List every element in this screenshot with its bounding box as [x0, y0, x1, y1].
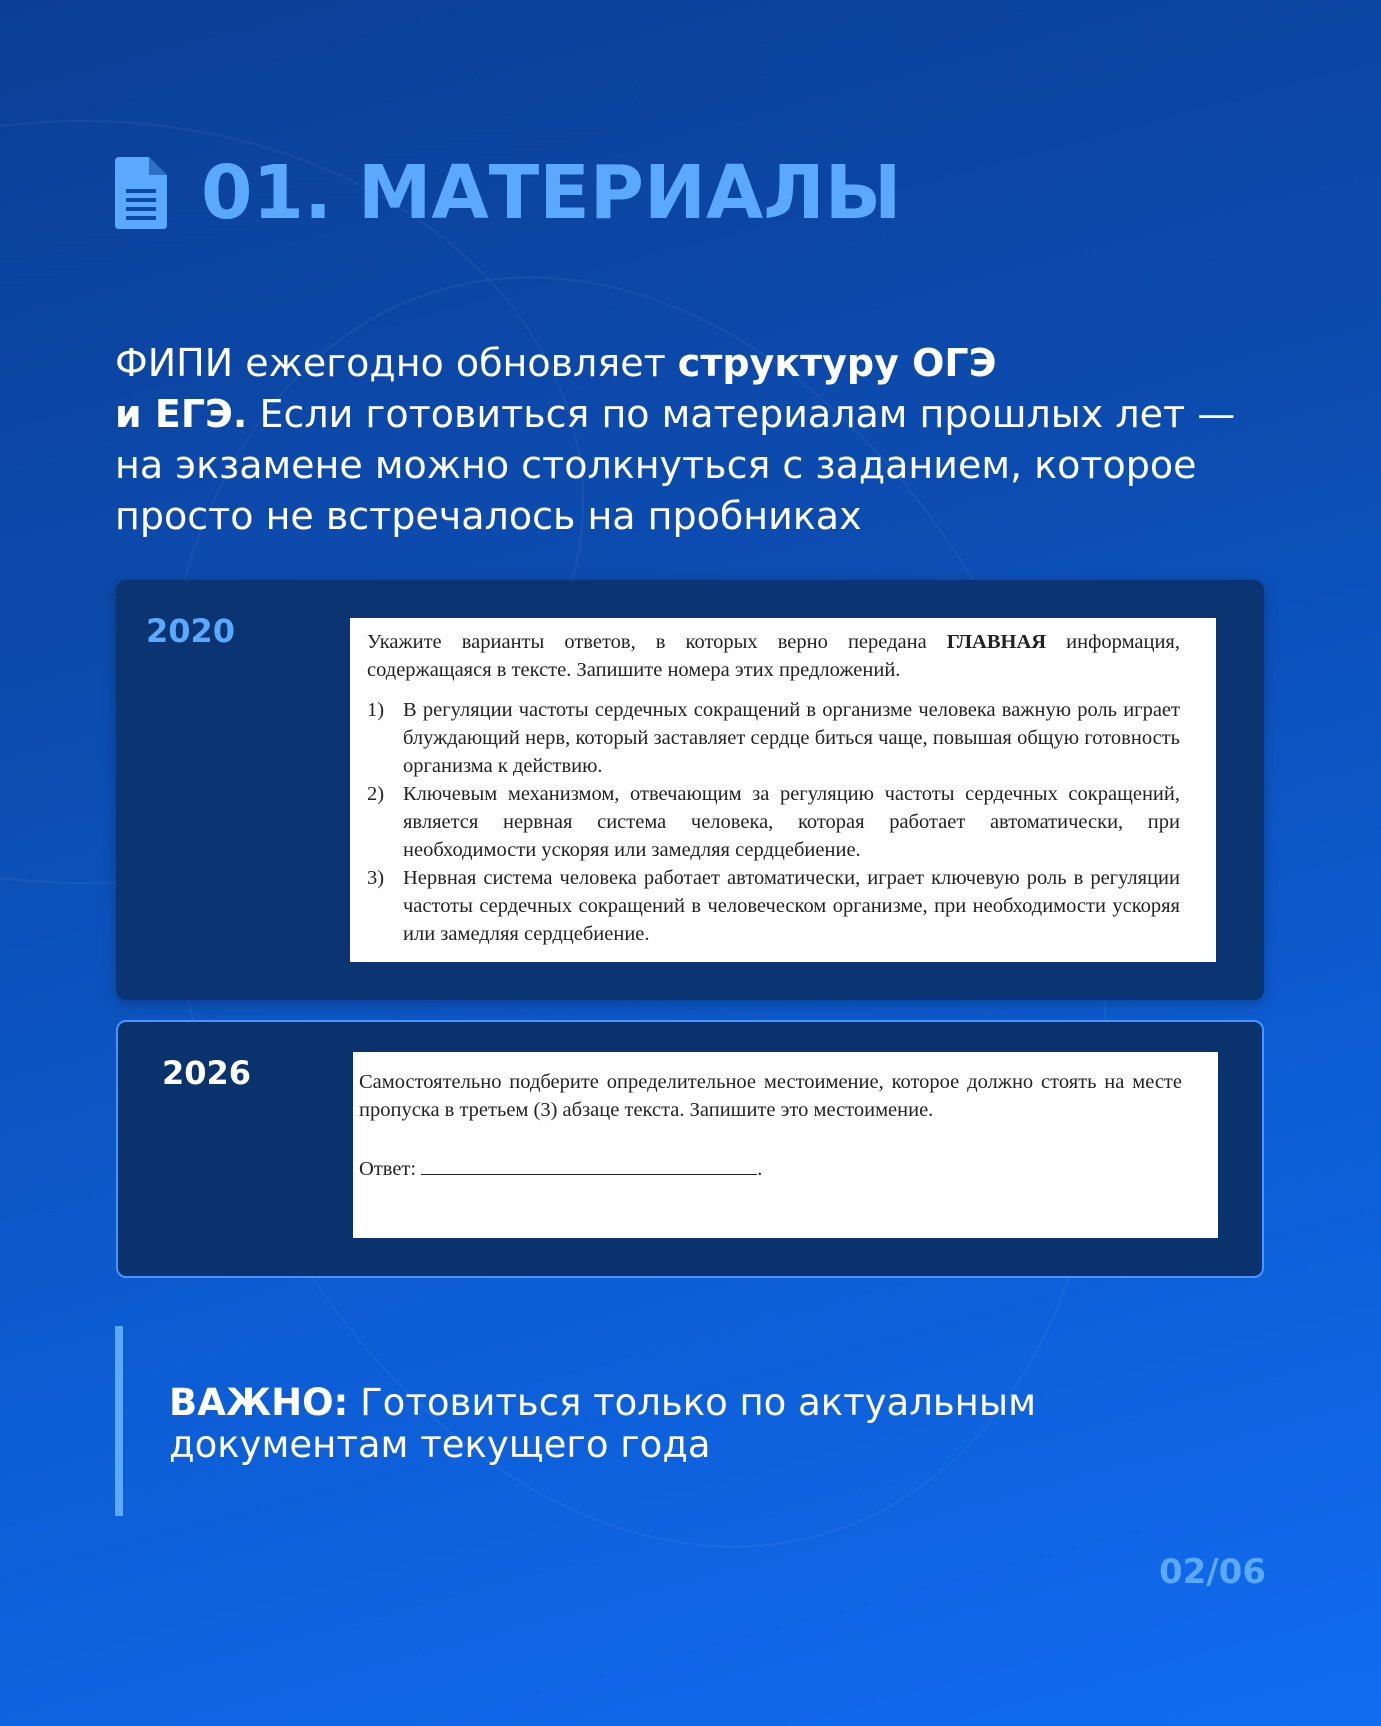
task-lead — [367, 628, 1180, 684]
answer-blank — [421, 1154, 757, 1175]
option-text: Ключевым механизмом, отвечающим за регуляцию частоты сердечных сокращений, является нервная система человека, которая работает автоматически, при необходимости ускоряя или замедляя сердцебиение. — [403, 783, 1180, 861]
answer-label: Ответ: — [359, 1158, 417, 1180]
year-label: 2026 — [162, 1054, 252, 1092]
important-note — [115, 1326, 1115, 1516]
task-lead-text: Укажите варианты ответов, в которых верно передана — [367, 631, 947, 653]
intro-emphasis: структуру ОГЭ — [677, 341, 997, 385]
example-card-2026 — [116, 1020, 1264, 1278]
answer-option — [367, 780, 1180, 864]
option-text: В регуляции частоты сердечных сокращений в организме человека важную роль играет блуждающий нерв, который заставляет сердце биться чаще, повышая общую готовность организма к действию. — [403, 699, 1180, 777]
answer-option — [367, 864, 1180, 948]
option-number: 1) — [367, 699, 385, 721]
note-label: ВАЖНО: — [169, 1381, 349, 1424]
page-header — [115, 150, 901, 236]
page-title: 01. МАТЕРИАЛЫ — [201, 150, 902, 236]
answer-end: . — [757, 1158, 763, 1180]
note-body: Готовиться только по актуальным документам текущего года — [169, 1381, 1036, 1466]
document-icon — [115, 157, 167, 229]
intro-paragraph — [115, 338, 1295, 542]
option-number: 3) — [367, 867, 385, 889]
intro-text: ФИПИ ежегодно обновляет — [115, 341, 678, 385]
task-scan — [350, 618, 1216, 962]
intro-emphasis: и ЕГЭ. — [115, 392, 248, 436]
task-lead-text: информация, содержащаяся в тексте. Запишите номера этих предложений. — [367, 631, 1180, 681]
task-text: Самостоятельно подберите определительное местоимение, которое должно стоять на месте пропуска в третьем (3) абзаце текста. Запишите это местоимение. — [359, 1071, 1182, 1121]
intro-text: Если готовиться по материалам прошлых лет — на экзамене можно столкнуться с заданием, которое просто не встречалось на пробниках — [115, 392, 1236, 538]
example-card-2020 — [116, 580, 1264, 1000]
task-lead-bold: ГЛАВНАЯ — [946, 631, 1047, 653]
answer-line — [359, 1154, 1182, 1183]
option-text: Нервная система человека работает автоматически, играет ключевую роль в регуляции частоты сердечных сокращений в человеческом организме, при необходимости ускоряя или замедляя сердцебиение. — [403, 867, 1180, 945]
answer-option — [367, 696, 1180, 780]
year-label: 2020 — [146, 612, 236, 650]
page-counter: 02/06 — [1158, 1552, 1266, 1592]
option-number: 2) — [367, 783, 385, 805]
note-text — [169, 1382, 1069, 1466]
task-scan — [353, 1052, 1218, 1238]
